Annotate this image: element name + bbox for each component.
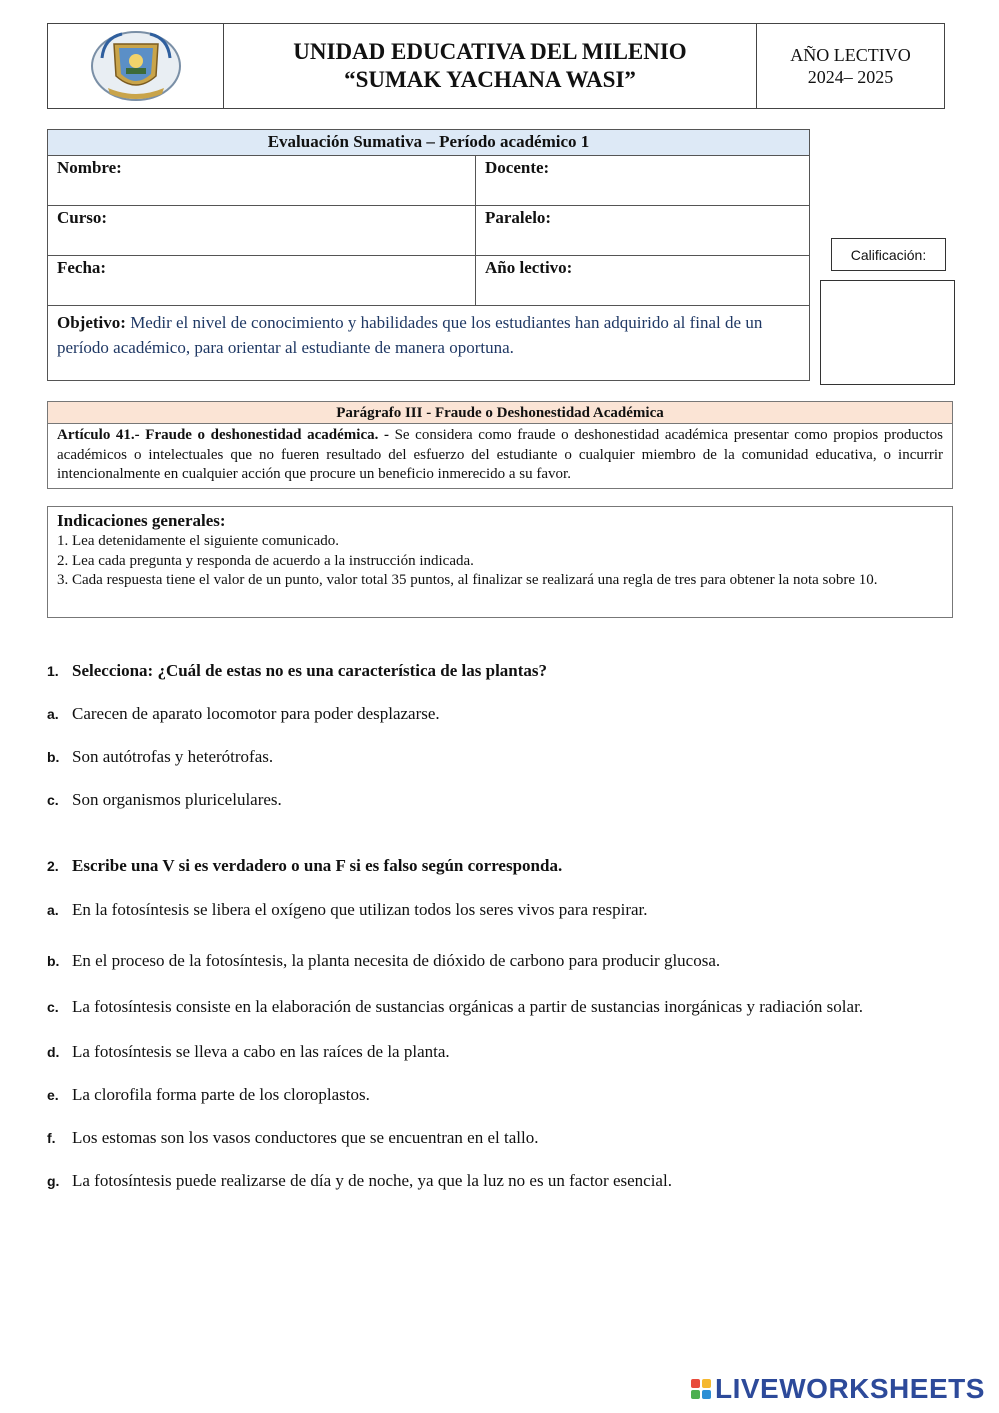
brand-grid-cell (691, 1379, 700, 1388)
school-year-field[interactable] (476, 256, 810, 306)
logo-cell (48, 24, 224, 108)
question-text: Escribe una V si es verdadero o una F si es falso según corresponda. (72, 856, 563, 875)
grade-label: Calificación: (831, 238, 946, 271)
general-instructions (47, 506, 953, 618)
q2-statement-d[interactable] (47, 1042, 450, 1062)
option-text: Son autótrofas y heterótrofas. (72, 747, 274, 766)
statement-text: La fotosíntesis se lleva a cabo en las raíces de la planta. (72, 1042, 450, 1061)
item-text: Lea cada pregunta y responda de acuerdo a la instrucción indicada. (72, 552, 474, 569)
question-text: Selecciona: ¿Cuál de estas no es una característica de las plantas? (72, 661, 548, 680)
parallel-field[interactable] (476, 206, 810, 256)
statement-text: La clorofila forma parte de los cloroplastos. (72, 1085, 370, 1104)
brand-name: LIVEWORKSHEETS (715, 1373, 985, 1404)
q1-option-c[interactable] (47, 790, 282, 810)
objective-text: Medir el nivel de conocimiento y habilidades que los estudiantes han adquirido al final de un período académico, para orientar al estudiante de manera oportuna. (57, 313, 763, 357)
q2-statement-b[interactable] (47, 951, 720, 971)
statement-letter: a. (47, 902, 59, 918)
question-number: 1. (47, 663, 59, 679)
liveworksheets-logo (691, 1373, 985, 1405)
statement-text: En el proceso de la fotosíntesis, la planta necesita de dióxido de carbono para producir glucosa. (72, 951, 721, 970)
list-item (57, 532, 943, 552)
school-year-label: Año lectivo: (485, 258, 573, 277)
year-cell (757, 24, 944, 108)
statement-letter: c. (47, 999, 59, 1015)
name-label: Nombre: (57, 158, 122, 177)
q2-statement-e[interactable] (47, 1085, 370, 1105)
article-label: Artículo 41.- Fraude o deshonestidad académica. - (57, 427, 389, 443)
grade-box[interactable] (820, 280, 955, 385)
brand-grid-icon (691, 1379, 711, 1399)
course-field[interactable] (48, 206, 476, 256)
instructions-title: Indicaciones generales: (57, 511, 226, 530)
q1-option-a[interactable] (47, 704, 440, 724)
statement-text: La fotosíntesis puede realizarse de día y de noche, ya que la luz no es un factor esencial. (72, 1171, 672, 1190)
school-title-line1: UNIDAD EDUCATIVA DEL MILENIO (293, 39, 687, 64)
evaluation-heading: Evaluación Sumativa – Período académico 1 (48, 130, 810, 156)
school-title-line2: “SUMAK YACHANA WASI” (344, 67, 636, 92)
list-item (57, 571, 943, 591)
statement-text: La fotosíntesis consiste en la elaboración de sustancias orgánicas a partir de sustancias inorgánicas y radiación solar. (72, 997, 864, 1016)
name-field[interactable] (48, 156, 476, 206)
item-number: 2. (57, 552, 69, 569)
fraud-article (48, 424, 952, 488)
option-text: Carecen de aparato locomotor para poder desplazarse. (72, 704, 440, 723)
parallel-label: Paralelo: (485, 208, 552, 227)
item-number: 1. (57, 533, 69, 549)
question-2-title (47, 856, 562, 876)
option-letter: c. (47, 792, 59, 808)
teacher-label: Docente: (485, 158, 550, 177)
instructions-list (57, 532, 943, 591)
statement-letter: f. (47, 1130, 56, 1146)
item-text: Cada respuesta tiene el valor de un punto, valor total 35 puntos, al finalizar se realizará una regla de tres para obtener la nota sobre 10. (72, 572, 878, 588)
q2-statement-a[interactable] (47, 900, 648, 920)
brand-grid-cell (691, 1390, 700, 1399)
objective (48, 306, 810, 381)
brand-grid-cell (702, 1390, 711, 1399)
statement-letter: g. (47, 1173, 60, 1189)
list-item (57, 552, 943, 572)
q1-option-b[interactable] (47, 747, 273, 767)
statement-text: Los estomas son los vasos conductores que se encuentran en el tallo. (72, 1128, 539, 1147)
date-label: Fecha: (57, 258, 107, 277)
question-1-title (47, 661, 547, 681)
fraud-heading: Parágrafo III - Fraude o Deshonestidad Académica (48, 402, 952, 424)
item-text: Lea detenidamente el siguiente comunicado. (72, 533, 339, 549)
article-text: Se considera como fraude o deshonestidad académica presentar como propios productos académicos o intelectuales que no fueren resultado del esfuerzo del estudiante o cualquier miembro de la comunidad educativa, o incurrir intencionalmente en cualquier acción que procure un beneficio inmerecido a su favor. (57, 427, 943, 482)
q2-statement-c[interactable] (47, 997, 863, 1017)
school-title (224, 24, 757, 108)
option-letter: b. (47, 749, 60, 765)
q2-statement-g[interactable] (47, 1171, 672, 1191)
objective-label: Objetivo: (57, 313, 126, 332)
year-label: AÑO LECTIVO (790, 45, 911, 65)
fraud-section (47, 401, 953, 489)
option-text: Son organismos pluricelulares. (72, 790, 282, 809)
school-header (47, 23, 945, 109)
statement-text: En la fotosíntesis se libera el oxígeno que utilizan todos los seres vivos para respirar. (72, 900, 648, 919)
year-value: 2024– 2025 (807, 67, 894, 87)
q2-statement-f[interactable] (47, 1128, 538, 1148)
course-label: Curso: (57, 208, 108, 227)
date-field[interactable] (48, 256, 476, 306)
teacher-field[interactable] (476, 156, 810, 206)
statement-letter: d. (47, 1044, 60, 1060)
evaluation-table (47, 129, 810, 381)
option-letter: a. (47, 706, 59, 722)
item-number: 3. (57, 572, 69, 588)
brand-grid-cell (702, 1379, 711, 1388)
school-crest-logo (88, 28, 184, 104)
question-number: 2. (47, 858, 59, 874)
statement-letter: e. (47, 1087, 59, 1103)
statement-letter: b. (47, 953, 60, 969)
